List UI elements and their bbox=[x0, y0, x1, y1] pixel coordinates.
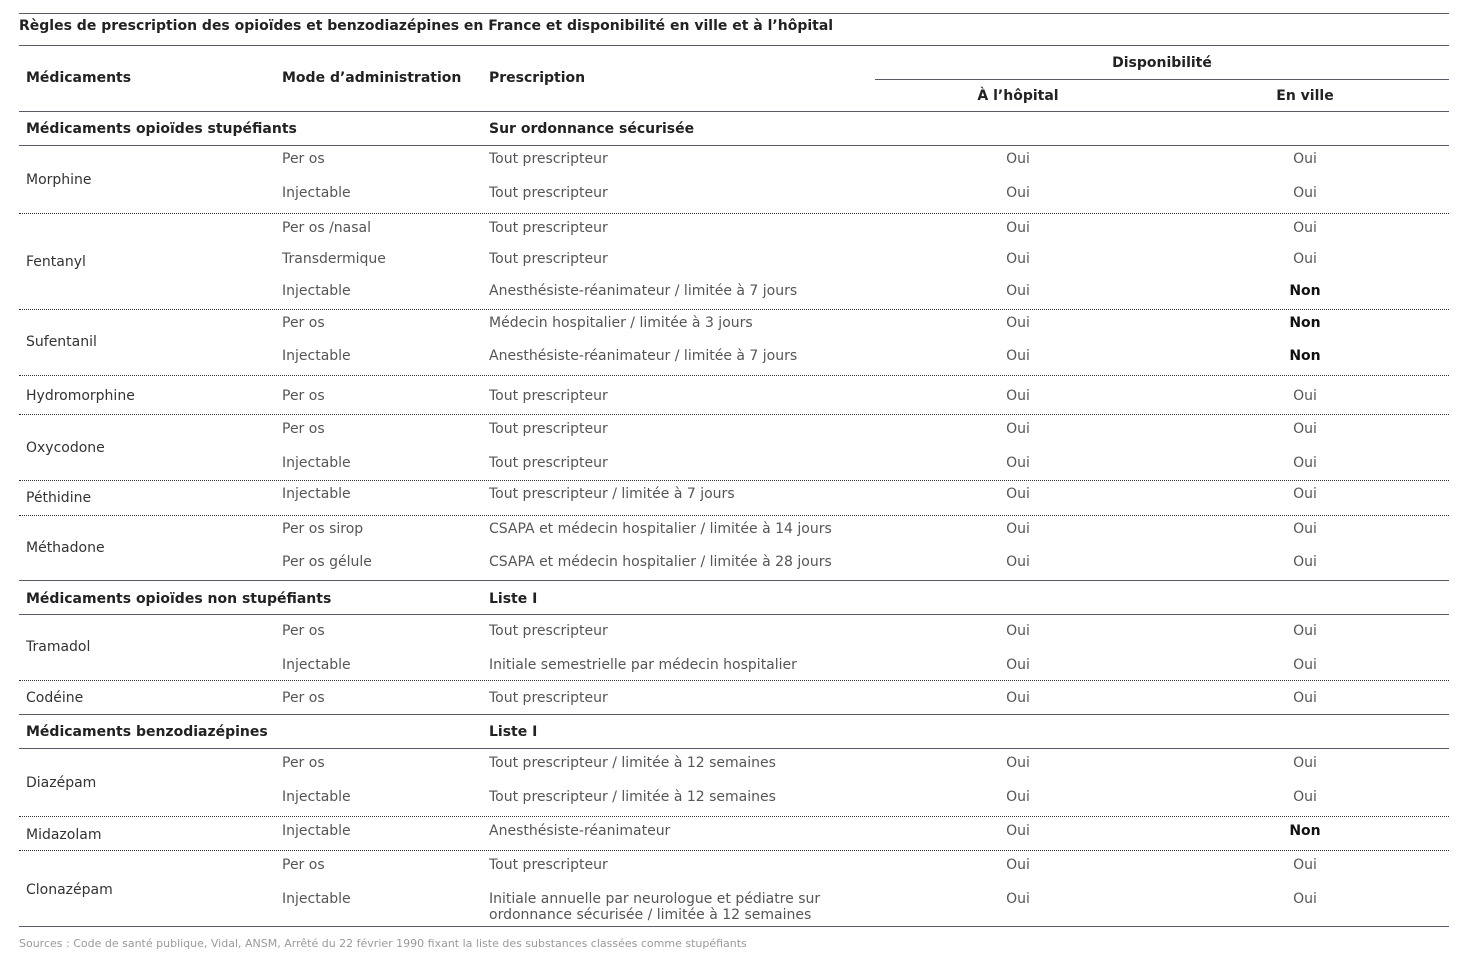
header-prescription: Prescription bbox=[489, 70, 586, 86]
ville-cell: Oui bbox=[1293, 421, 1317, 437]
header-mode: Mode d’administration bbox=[282, 70, 462, 86]
drug-name: Oxycodone bbox=[26, 440, 105, 456]
source-note: Sources : Code de santé publique, Vidal, ANSM, Arrêté du 22 février 1990 fixant la liste des substances classées comme stupéfiants bbox=[19, 937, 747, 950]
prescription-cell: Anesthésiste-réanimateur bbox=[489, 823, 671, 839]
ville-cell: Oui bbox=[1293, 690, 1317, 706]
section-prescription: Liste I bbox=[489, 591, 538, 607]
header-hopital: À l’hôpital bbox=[977, 88, 1059, 104]
drug-name: Méthadone bbox=[26, 540, 105, 556]
mode-cell: Per os bbox=[282, 388, 325, 404]
ville-cell: Oui bbox=[1293, 455, 1317, 471]
mode-cell: Per os bbox=[282, 421, 325, 437]
row-separator bbox=[19, 515, 1449, 516]
drug-name: Péthidine bbox=[26, 490, 92, 506]
hopital-cell: Oui bbox=[1006, 486, 1030, 502]
hopital-cell: Oui bbox=[1006, 554, 1030, 570]
mode-cell: Per os sirop bbox=[282, 521, 364, 537]
ville-cell: Non bbox=[1289, 315, 1321, 331]
ville-cell: Oui bbox=[1293, 554, 1317, 570]
drug-name: Clonazépam bbox=[26, 882, 113, 898]
hopital-cell: Oui bbox=[1006, 185, 1030, 201]
prescription-cell: Tout prescripteur / limitée à 12 semaines bbox=[489, 755, 776, 771]
drug-name: Sufentanil bbox=[26, 334, 97, 350]
section-rule bbox=[19, 748, 1449, 749]
mode-cell: Per os bbox=[282, 690, 325, 706]
ville-cell: Oui bbox=[1293, 185, 1317, 201]
section-rule bbox=[19, 926, 1449, 927]
prescription-cell: Tout prescripteur bbox=[489, 388, 608, 404]
drug-name: Tramadol bbox=[26, 639, 91, 655]
hopital-cell: Oui bbox=[1006, 521, 1030, 537]
drug-name: Fentanyl bbox=[26, 254, 86, 270]
prescription-cell: Tout prescripteur bbox=[489, 455, 608, 471]
prescription-cell: Initiale semestrielle par médecin hospitalier bbox=[489, 657, 797, 673]
hopital-cell: Oui bbox=[1006, 251, 1030, 267]
ville-cell: Oui bbox=[1293, 657, 1317, 673]
ville-cell: Oui bbox=[1293, 151, 1317, 167]
header-ville: En ville bbox=[1276, 88, 1334, 104]
prescription-cell: Tout prescripteur bbox=[489, 421, 608, 437]
mode-cell: Injectable bbox=[282, 283, 351, 299]
section-prescription: Sur ordonnance sécurisée bbox=[489, 121, 695, 137]
prescription-cell: Tout prescripteur bbox=[489, 623, 608, 639]
header-medicaments: Médicaments bbox=[26, 70, 132, 86]
ville-cell: Oui bbox=[1293, 755, 1317, 771]
hopital-cell: Oui bbox=[1006, 348, 1030, 364]
mode-cell: Per os /nasal bbox=[282, 220, 372, 236]
mode-cell: Per os bbox=[282, 857, 325, 873]
prescription-cell: Tout prescripteur bbox=[489, 185, 608, 201]
hopital-cell: Oui bbox=[1006, 755, 1030, 771]
ville-cell: Oui bbox=[1293, 521, 1317, 537]
prescription-cell: Initiale annuelle par neurologue et pédiatre sur ordonnance sécurisée / limitée à 12 semaines bbox=[489, 891, 821, 923]
hopital-cell: Oui bbox=[1006, 623, 1030, 639]
row-separator bbox=[19, 213, 1449, 214]
hopital-cell: Oui bbox=[1006, 690, 1030, 706]
ville-cell: Oui bbox=[1293, 857, 1317, 873]
row-separator bbox=[19, 680, 1449, 681]
hopital-cell: Oui bbox=[1006, 657, 1030, 673]
prescription-cell: Anesthésiste-réanimateur / limitée à 7 jours bbox=[489, 348, 798, 364]
ville-cell: Non bbox=[1289, 823, 1321, 839]
hopital-cell: Oui bbox=[1006, 857, 1030, 873]
mode-cell: Per os gélule bbox=[282, 554, 372, 570]
hopital-cell: Oui bbox=[1006, 220, 1030, 236]
prescription-cell: Tout prescripteur bbox=[489, 151, 608, 167]
drug-name: Hydromorphine bbox=[26, 388, 135, 404]
mode-cell: Transdermique bbox=[282, 251, 386, 267]
prescription-cell: CSAPA et médecin hospitalier / limitée à 14 jours bbox=[489, 521, 832, 537]
ville-cell: Non bbox=[1289, 283, 1321, 299]
section-label: Médicaments opioïdes non stupéfiants bbox=[26, 591, 332, 607]
drug-name: Codéine bbox=[26, 690, 84, 706]
mode-cell: Injectable bbox=[282, 789, 351, 805]
hopital-cell: Oui bbox=[1006, 455, 1030, 471]
mode-cell: Per os bbox=[282, 755, 325, 771]
header-top-rule bbox=[19, 45, 1449, 46]
prescription-cell: Tout prescripteur bbox=[489, 857, 608, 873]
row-separator bbox=[19, 850, 1449, 851]
mode-cell: Injectable bbox=[282, 486, 351, 502]
ville-cell: Oui bbox=[1293, 388, 1317, 404]
section-rule bbox=[19, 714, 1449, 715]
mode-cell: Per os bbox=[282, 315, 325, 331]
section-prescription: Liste I bbox=[489, 724, 538, 740]
table-title: Règles de prescription des opioïdes et benzodiazépines en France et disponibilité en ville et à l’hôpital bbox=[19, 18, 834, 34]
ville-cell: Oui bbox=[1293, 891, 1317, 907]
header-disponibilite: Disponibilité bbox=[1112, 55, 1212, 71]
section-label: Médicaments benzodiazépines bbox=[26, 724, 268, 740]
hopital-cell: Oui bbox=[1006, 315, 1030, 331]
hopital-cell: Oui bbox=[1006, 823, 1030, 839]
ville-cell: Oui bbox=[1293, 486, 1317, 502]
section-label: Médicaments opioïdes stupéfiants bbox=[26, 121, 297, 137]
prescription-cell: Médecin hospitalier / limitée à 3 jours bbox=[489, 315, 753, 331]
mode-cell: Per os bbox=[282, 151, 325, 167]
ville-cell: Oui bbox=[1293, 251, 1317, 267]
top-rule bbox=[19, 13, 1449, 14]
prescription-cell: Tout prescripteur / limitée à 12 semaines bbox=[489, 789, 776, 805]
prescription-cell: Tout prescripteur bbox=[489, 220, 608, 236]
mode-cell: Injectable bbox=[282, 657, 351, 673]
ville-cell: Oui bbox=[1293, 623, 1317, 639]
row-separator bbox=[19, 480, 1449, 481]
prescription-cell: Tout prescripteur bbox=[489, 690, 608, 706]
mode-cell: Injectable bbox=[282, 823, 351, 839]
drug-name: Midazolam bbox=[26, 827, 102, 843]
ville-cell: Oui bbox=[1293, 789, 1317, 805]
section-rule bbox=[19, 580, 1449, 581]
drug-name: Morphine bbox=[26, 172, 92, 188]
prescription-cell: CSAPA et médecin hospitalier / limitée à 28 jours bbox=[489, 554, 832, 570]
prescription-cell: Anesthésiste-réanimateur / limitée à 7 jours bbox=[489, 283, 798, 299]
mode-cell: Per os bbox=[282, 623, 325, 639]
section-rule bbox=[19, 145, 1449, 146]
drug-name: Diazépam bbox=[26, 775, 97, 791]
mode-cell: Injectable bbox=[282, 891, 351, 907]
hopital-cell: Oui bbox=[1006, 388, 1030, 404]
prescription-cell: Tout prescripteur bbox=[489, 251, 608, 267]
mode-cell: Injectable bbox=[282, 185, 351, 201]
section-rule bbox=[19, 614, 1449, 615]
hopital-cell: Oui bbox=[1006, 789, 1030, 805]
row-separator bbox=[19, 375, 1449, 376]
ville-cell: Oui bbox=[1293, 220, 1317, 236]
prescription-cell: Tout prescripteur / limitée à 7 jours bbox=[489, 486, 735, 502]
hopital-cell: Oui bbox=[1006, 151, 1030, 167]
mode-cell: Injectable bbox=[282, 348, 351, 364]
hopital-cell: Oui bbox=[1006, 421, 1030, 437]
row-separator bbox=[19, 414, 1449, 415]
ville-cell: Non bbox=[1289, 348, 1321, 364]
row-separator bbox=[19, 816, 1449, 817]
mode-cell: Injectable bbox=[282, 455, 351, 471]
disponibilite-rule bbox=[875, 79, 1449, 80]
hopital-cell: Oui bbox=[1006, 283, 1030, 299]
hopital-cell: Oui bbox=[1006, 891, 1030, 907]
header-bottom-rule bbox=[19, 111, 1449, 112]
row-separator bbox=[19, 309, 1449, 310]
